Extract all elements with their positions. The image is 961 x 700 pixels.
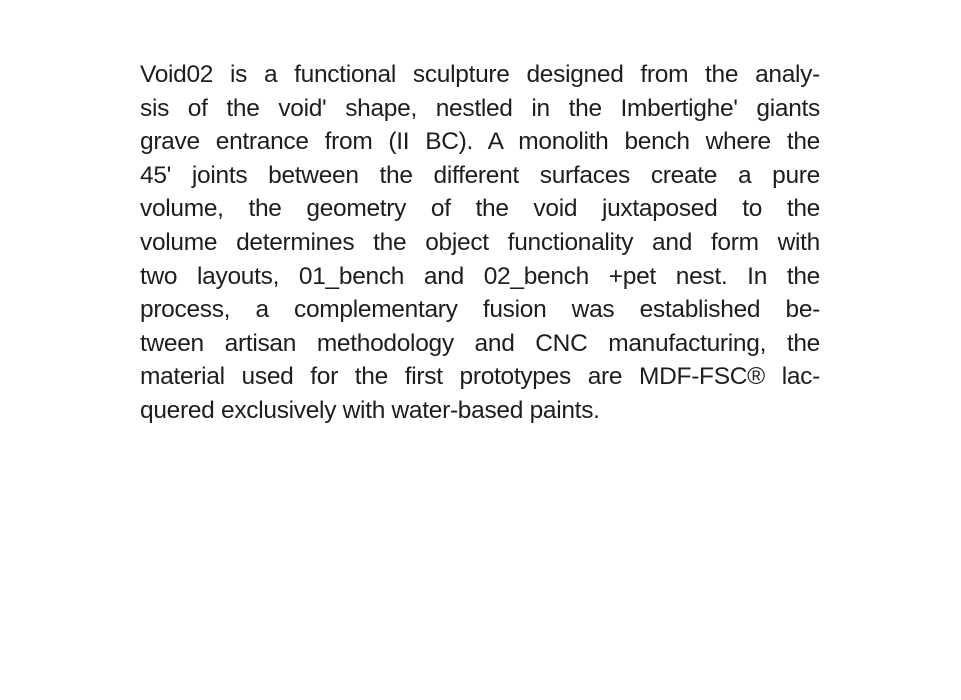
paragraph-line: material used for the first prototypes are MDF-FSC® lac- xyxy=(140,363,820,391)
paragraph-line: Void02 is a functional sculpture designed from the analy- xyxy=(140,61,820,88)
paragraph-line: sis of the void' shape, nestled in the Imbertighe' giants xyxy=(140,94,820,122)
description-paragraph xyxy=(140,58,820,428)
paragraph-line: tween artisan methodology and CNC manufacturing, the xyxy=(140,329,820,357)
paragraph-line: quered exclusively with water-based paints. xyxy=(140,396,600,424)
paragraph-line: grave entrance from (II BC). A monolith bench where the xyxy=(140,128,820,156)
paragraph-line: 45' joints between the different surfaces create a pure xyxy=(140,161,820,189)
paragraph-line: volume determines the object functionality and form with xyxy=(140,228,820,256)
paragraph-line: volume, the geometry of the void juxtaposed to the xyxy=(140,195,820,223)
paragraph-line: two layouts, 01_bench and 02_bench +pet nest. In the xyxy=(140,262,820,290)
paragraph-line: process, a complementary fusion was established be- xyxy=(140,296,820,324)
